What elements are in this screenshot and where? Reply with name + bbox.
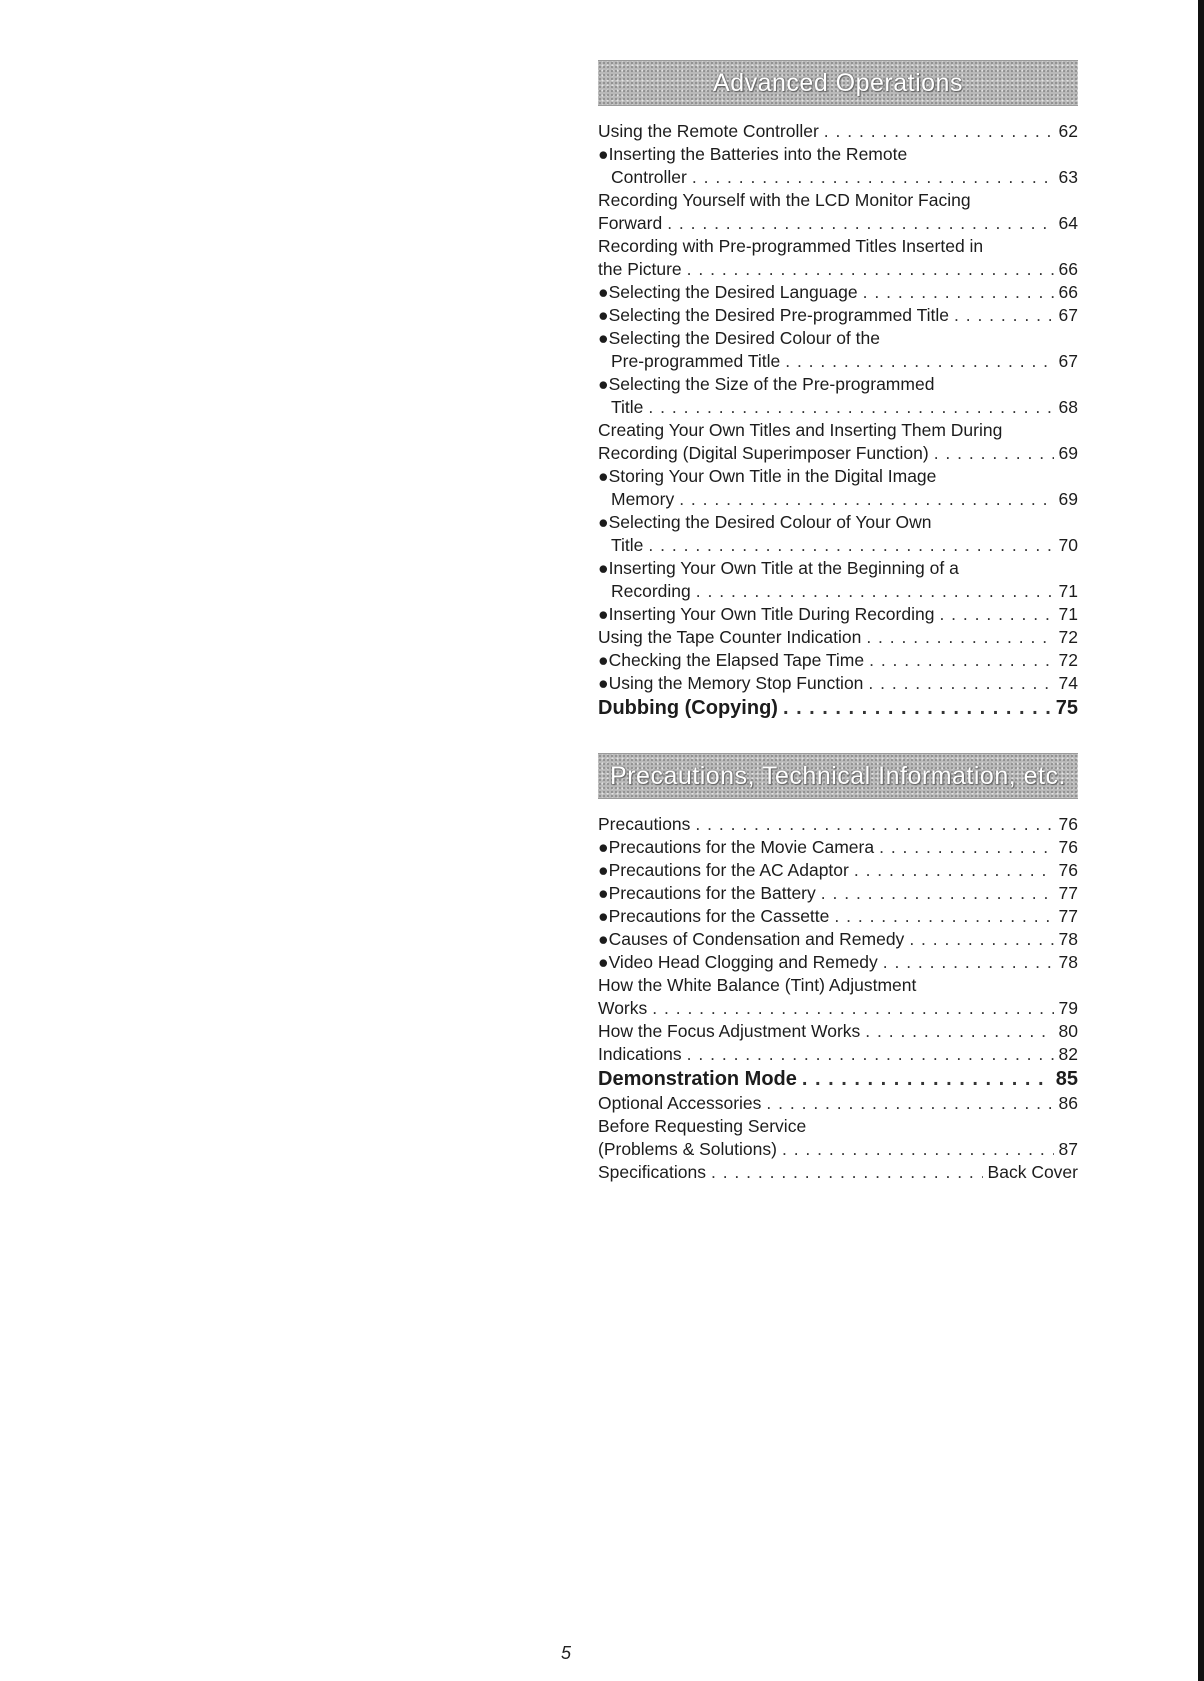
toc-entry-text-line: ●Inserting Your Own Title at the Beginning of a: [598, 558, 959, 578]
toc-entry: [598, 695, 1078, 721]
toc-entry-text-line: Before Requesting Service: [598, 1116, 807, 1136]
dot-leader: [692, 166, 1054, 189]
section-banner: [598, 60, 1078, 106]
toc-entry-page: 72: [1058, 627, 1078, 647]
toc-entry-page: 79: [1058, 998, 1078, 1018]
dot-leader: [824, 120, 1054, 143]
toc-entry: [598, 281, 1078, 304]
dot-leader: [782, 1138, 1054, 1161]
dot-leader: [854, 859, 1054, 882]
toc-entry-page: 71: [1058, 581, 1078, 601]
toc-entry: [598, 1138, 1078, 1161]
toc-entry-title: ●Using the Memory Stop Function: [598, 673, 864, 693]
dot-leader: [766, 1092, 1053, 1115]
toc-entry-list: [598, 120, 1078, 721]
toc-entry-title: ●Causes of Condensation and Remedy: [598, 929, 905, 949]
toc-entry: [598, 534, 1078, 557]
dot-leader: [865, 1020, 1053, 1043]
toc-entry-title: ●Precautions for the Cassette: [598, 906, 830, 926]
toc-entry-page: 66: [1058, 282, 1078, 302]
toc-entry-page: Back Cover: [987, 1162, 1078, 1182]
toc-entry-title: Controller: [611, 167, 687, 187]
toc-entry-page: 77: [1058, 883, 1078, 903]
toc-section-precautions: [598, 753, 1078, 1184]
dot-leader: [802, 1066, 1051, 1092]
toc-entry-page: 74: [1058, 673, 1078, 693]
toc-entry: [598, 836, 1078, 859]
toc-entry: [598, 1066, 1078, 1092]
dot-leader: [648, 396, 1053, 419]
toc-entry-title: Title: [611, 397, 644, 417]
toc-entry-title: Using the Tape Counter Indication: [598, 627, 862, 647]
dot-leader: [934, 442, 1054, 465]
toc-entry-text-line: How the White Balance (Tint) Adjustment: [598, 975, 917, 995]
toc-entry-page: 67: [1058, 305, 1078, 325]
dot-leader: [679, 488, 1053, 511]
section-banner: [598, 753, 1078, 799]
toc-entry-page: 62: [1058, 121, 1078, 141]
toc-entry-title: ●Inserting Your Own Title During Recording: [598, 604, 935, 624]
toc-entry-title: the Picture: [598, 259, 682, 279]
toc-entry-title: ●Precautions for the AC Adaptor: [598, 860, 849, 880]
toc-entry-text-line: Creating Your Own Titles and Inserting Them During: [598, 420, 1003, 440]
toc-entry-title: ●Video Head Clogging and Remedy: [598, 952, 878, 972]
toc-entry-page: 75: [1055, 697, 1078, 719]
dot-leader: [883, 951, 1054, 974]
toc-entry-page: 82: [1058, 1044, 1078, 1064]
toc-entry-title: ●Selecting the Desired Pre-programmed Title: [598, 305, 949, 325]
toc-entry-text-line: ●Selecting the Desired Colour of the: [598, 328, 880, 348]
dot-leader: [863, 281, 1054, 304]
toc-entry-list: [598, 813, 1078, 1184]
toc-entry-page: 68: [1058, 397, 1078, 417]
dot-leader: [648, 534, 1053, 557]
toc-entry-text-line: ●Selecting the Size of the Pre-programmed: [598, 374, 935, 394]
dot-leader: [687, 1043, 1054, 1066]
dot-leader: [939, 603, 1053, 626]
toc-entry: [598, 997, 1078, 1020]
toc-entry: [598, 905, 1078, 928]
toc-entry-page: 76: [1058, 860, 1078, 880]
toc-entry-title: How the Focus Adjustment Works: [598, 1021, 861, 1041]
page-number: 5: [561, 1643, 572, 1663]
toc-entry-page: 86: [1058, 1093, 1078, 1113]
dot-leader: [954, 304, 1054, 327]
dot-leader: [868, 672, 1053, 695]
toc-entry-page: 64: [1058, 213, 1078, 233]
dot-leader: [869, 649, 1053, 672]
toc-entry: [598, 442, 1078, 465]
section-banner-title: Advanced Operations: [713, 68, 963, 97]
toc-entry-page: 76: [1058, 837, 1078, 857]
toc-entry-page: 78: [1058, 929, 1078, 949]
toc-entry-title: Pre-programmed Title: [611, 351, 781, 371]
dot-leader: [711, 1161, 983, 1184]
toc-entry-title: Memory: [611, 489, 675, 509]
dot-leader: [821, 882, 1054, 905]
toc-entry-page: 78: [1058, 952, 1078, 972]
toc-entry: [598, 1161, 1078, 1184]
toc-entry: [598, 928, 1078, 951]
toc-entry-page: 69: [1058, 489, 1078, 509]
toc-entry: [598, 212, 1078, 235]
dot-leader: [667, 212, 1053, 235]
toc-entry-page: 70: [1058, 535, 1078, 555]
toc-entry-page: 67: [1058, 351, 1078, 371]
dot-leader: [695, 813, 1053, 836]
toc-section-advanced-operations: [598, 60, 1078, 721]
toc-entry: [598, 488, 1078, 511]
toc-entry: [598, 258, 1078, 281]
toc-entry-title: Recording (Digital Superimposer Function): [598, 443, 929, 463]
dot-leader: [696, 580, 1054, 603]
toc-entry: [598, 350, 1078, 373]
toc-entry-page: 69: [1058, 443, 1078, 463]
toc-entry-title: Forward: [598, 213, 663, 233]
dot-leader: [879, 836, 1053, 859]
toc-entry-title: Title: [611, 535, 644, 555]
toc-entry: [598, 1043, 1078, 1066]
dot-leader: [909, 928, 1053, 951]
toc-entry: [598, 813, 1078, 836]
toc-entry-title: ●Checking the Elapsed Tape Time: [598, 650, 865, 670]
toc-entry: [598, 649, 1078, 672]
dot-leader: [866, 626, 1053, 649]
toc-entry-page: 87: [1058, 1139, 1078, 1159]
toc-entry: [598, 580, 1078, 603]
toc-entry-title: ●Selecting the Desired Language: [598, 282, 858, 302]
toc-entry: [598, 166, 1078, 189]
toc-entry-text-line: ●Inserting the Batteries into the Remote: [598, 144, 908, 164]
dot-leader: [652, 997, 1053, 1020]
toc-entry-page: 66: [1058, 259, 1078, 279]
dot-leader: [687, 258, 1054, 281]
toc-entry-title: Specifications: [598, 1162, 706, 1182]
toc-entry-title: Works: [598, 998, 648, 1018]
toc-entry-title: ●Precautions for the Battery: [598, 883, 816, 903]
toc-entry-page: 63: [1058, 167, 1078, 187]
toc-entry: [598, 396, 1078, 419]
toc-entry: [598, 626, 1078, 649]
toc-entry-title: Dubbing (Copying): [598, 697, 778, 719]
toc-entry: [598, 304, 1078, 327]
toc-entry-text-line: Recording Yourself with the LCD Monitor Facing: [598, 190, 971, 210]
toc-entry: [598, 1092, 1078, 1115]
toc-entry: [598, 120, 1078, 143]
toc-entry-page: 80: [1058, 1021, 1078, 1041]
toc-entry-title: Optional Accessories: [598, 1093, 762, 1113]
toc-entry-title: (Problems & Solutions): [598, 1139, 777, 1159]
section-banner-title: Precautions, Technical Information, etc.: [610, 761, 1066, 790]
toc-entry-page: 76: [1058, 814, 1078, 834]
dot-leader: [834, 905, 1053, 928]
toc-entry-title: Indications: [598, 1044, 682, 1064]
toc-entry-title: Recording: [611, 581, 691, 601]
toc-entry-text-line: ●Storing Your Own Title in the Digital Image: [598, 466, 937, 486]
toc-entry: [598, 882, 1078, 905]
toc-entry: [598, 603, 1078, 626]
toc-entry-text-line: Recording with Pre-programmed Titles Inserted in: [598, 236, 984, 256]
toc-entry-page: 77: [1058, 906, 1078, 926]
toc-entry-text-line: ●Selecting the Desired Colour of Your Own: [598, 512, 932, 532]
toc-entry-page: 85: [1055, 1068, 1078, 1090]
toc-entry-title: Precautions: [598, 814, 691, 834]
dot-leader: [783, 695, 1051, 721]
toc-entry-page: 72: [1058, 650, 1078, 670]
toc-entry-title: ●Precautions for the Movie Camera: [598, 837, 875, 857]
page-edge-shadow: [1198, 0, 1204, 1681]
toc-entry-title: Demonstration Mode: [598, 1068, 797, 1090]
toc-entry-page: 71: [1058, 604, 1078, 624]
toc-entry: [598, 672, 1078, 695]
toc-entry: [598, 1020, 1078, 1043]
toc-entry: [598, 859, 1078, 882]
toc-entry: [598, 951, 1078, 974]
dot-leader: [785, 350, 1053, 373]
toc-entry-title: Using the Remote Controller: [598, 121, 819, 141]
